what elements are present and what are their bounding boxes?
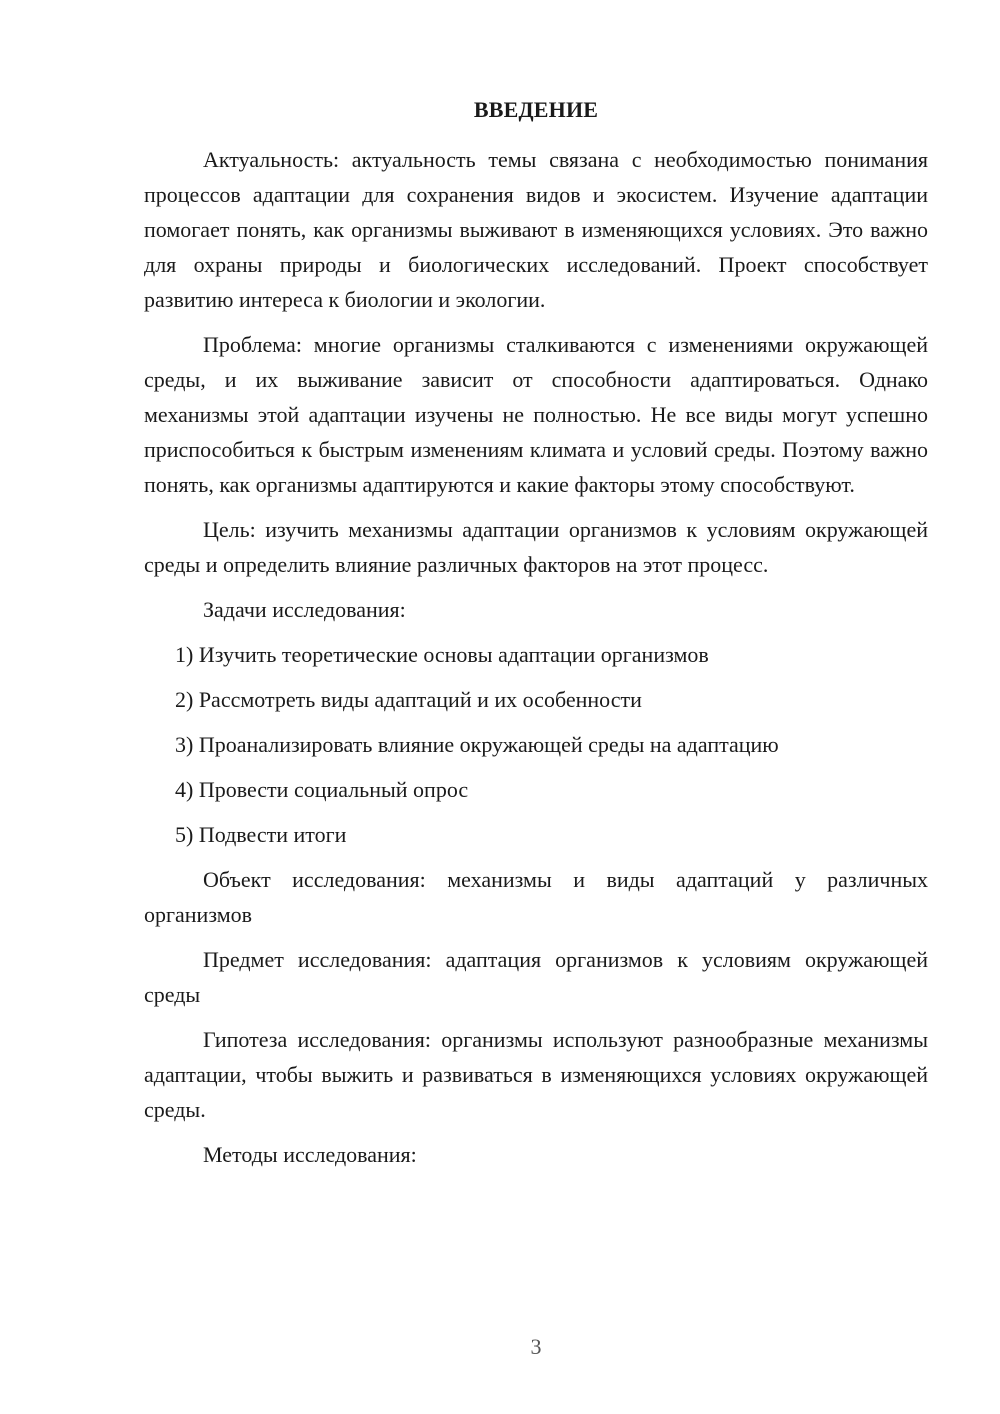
task-item: 4) Провести социальный опрос bbox=[175, 777, 469, 802]
task-item: 3) Проанализировать влияние окружающей среды на адаптацию bbox=[175, 732, 779, 757]
methods-heading: Методы исследования: bbox=[203, 1142, 417, 1167]
paragraph-relevance: Актуальность: актуальность темы связана с необходимостью понимания процессов адаптации для сохранения видов и экосистем. Изучение адаптации помогает понять, как организмы выживают в изменяющихся условиях. Это важно для охраны природы и биологических исследований. Проект способствует развитию интереса к биологии и экологии. bbox=[144, 147, 928, 312]
paragraph-object: Объект исследования: механизмы и виды адаптаций у различных организмов bbox=[144, 867, 928, 927]
paragraph-subject: Предмет исследования: адаптация организмов к условиям окружающей среды bbox=[144, 947, 928, 1007]
task-item: 5) Подвести итоги bbox=[175, 822, 347, 847]
document-page bbox=[144, 92, 928, 1182]
task-item: 2) Рассмотреть виды адаптаций и их особенности bbox=[175, 687, 642, 712]
tasks-heading: Задачи исследования: bbox=[203, 597, 406, 622]
paragraph-problem: Проблема: многие организмы сталкиваются с изменениями окружающей среды, и их выживание зависит от способности адаптироваться. Однако механизмы этой адаптации изучены не полностью. Не все виды могут успешно приспособиться к быстрым изменениям климата и условий среды. Поэтому важно понять, как организмы адаптируются и какие факторы этому способствуют. bbox=[144, 332, 928, 497]
paragraph-goal: Цель: изучить механизмы адаптации организмов к условиям окружающей среды и определить влияние различных факторов на этот процесс. bbox=[144, 517, 928, 577]
task-item: 1) Изучить теоретические основы адаптации организмов bbox=[175, 642, 709, 667]
tasks-list bbox=[144, 637, 928, 852]
page-number: 3 bbox=[530, 1334, 542, 1359]
section-title: ВВЕДЕНИЕ bbox=[473, 97, 599, 122]
paragraph-hypothesis: Гипотеза исследования: организмы используют разнообразные механизмы адаптации, чтобы выжить и развиваться в изменяющихся условиях окружающей среды. bbox=[144, 1027, 928, 1122]
